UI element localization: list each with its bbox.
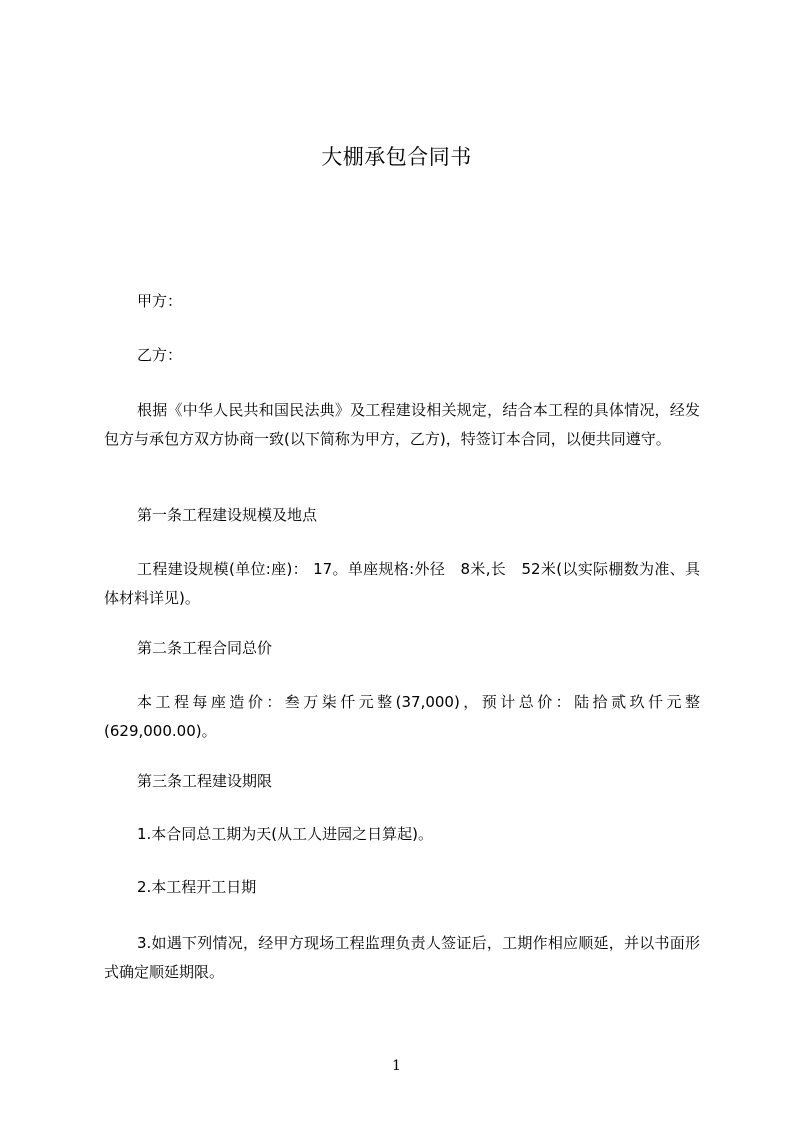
page-number: 1 — [392, 1058, 401, 1074]
article3-item-3-text: 3.如遇下列情况，经甲方现场工程监理负责人签证后，工期作相应顺延，并以书面形式确定顺延期限。 — [104, 934, 700, 981]
article1-body: 工程建设规模(单位:座)： 17。单座规格:外径 8米,长 52米(以实际棚数为准、具体材料详见)。 — [104, 560, 700, 607]
article1-heading: 第一条工程建设规模及地点 — [137, 506, 318, 524]
article3-item-3 — [104, 929, 700, 987]
article3-item-2: 2.本工程开工日期 — [137, 878, 257, 896]
article3-item-1: 1.本合同总工期为天(从工人进园之日算起)。 — [137, 825, 434, 843]
intro-text: 根据《中华人民共和国民法典》及工程建设相关规定，结合本工程的具体情况，经发包方与承包方双方协商一致(以下简称为甲方，乙方)，特签订本合同，以便共同遵守。 — [104, 401, 700, 448]
party-a-line: 甲方： — [137, 292, 183, 310]
article3-heading: 第三条工程建设期限 — [137, 772, 273, 790]
party-b-line: 乙方： — [137, 346, 183, 364]
article2-heading: 第二条工程合同总价 — [137, 639, 273, 657]
intro-paragraph — [104, 396, 700, 454]
article2-paragraph — [104, 688, 700, 746]
article1-paragraph — [104, 555, 700, 613]
document-title: 大棚承包合同书 — [321, 145, 472, 169]
article2-body: 本工程每座造价：叁万柒仟元整(37,000)，预计总价：陆拾贰玖仟元整(629,000.00)。 — [104, 693, 700, 740]
